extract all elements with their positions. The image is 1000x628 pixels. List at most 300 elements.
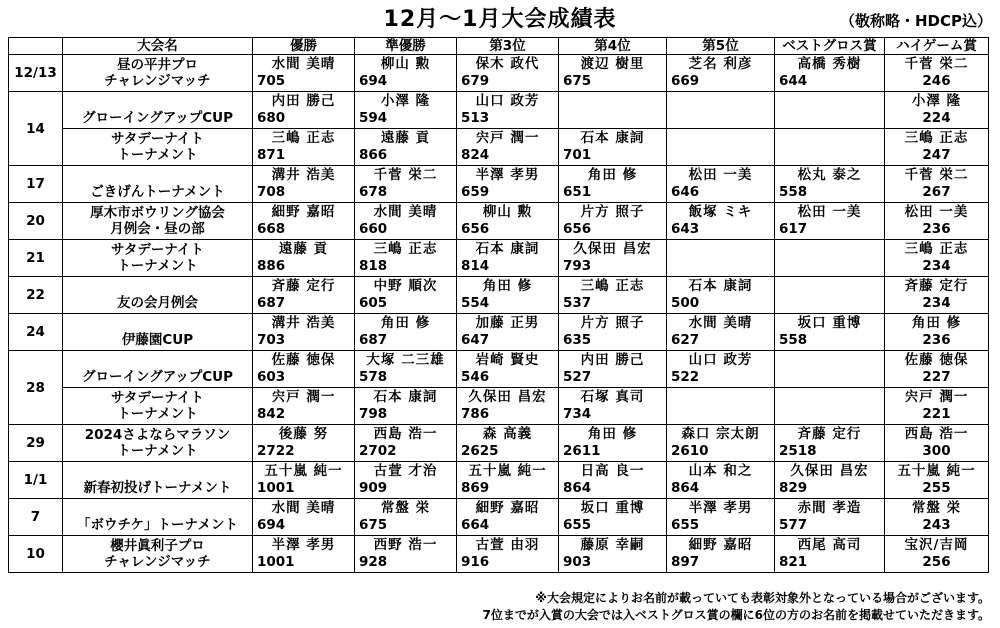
result-cell bbox=[253, 240, 355, 277]
player-name bbox=[775, 278, 884, 295]
player-name: 西島 浩一 bbox=[373, 426, 438, 442]
player-name: 千菅 栄二 bbox=[904, 56, 969, 72]
result-cell bbox=[559, 388, 667, 425]
result-cell bbox=[775, 277, 885, 314]
score: 656 bbox=[563, 221, 592, 237]
score: 734 bbox=[563, 406, 592, 422]
player-name: 中野 順次 bbox=[373, 278, 438, 294]
score: 1001 bbox=[257, 480, 295, 496]
player-name: 千菅 栄二 bbox=[373, 167, 438, 183]
result-cell bbox=[667, 425, 775, 462]
player-name bbox=[667, 389, 774, 406]
player-name: 水間 美晴 bbox=[271, 500, 336, 516]
result-cell bbox=[457, 277, 559, 314]
score: 829 bbox=[779, 480, 808, 496]
tournament-name bbox=[63, 499, 253, 536]
score: 909 bbox=[359, 480, 388, 496]
player-name: 三嶋 正志 bbox=[904, 241, 969, 257]
header-high-game: ハイゲーム賞 bbox=[885, 38, 989, 55]
score: 2722 bbox=[257, 443, 295, 459]
player-name: 細野 嘉昭 bbox=[688, 537, 753, 553]
tournament-name-line bbox=[63, 353, 252, 369]
player-name: 芝名 利彦 bbox=[688, 56, 753, 72]
player-name: 石塚 真司 bbox=[580, 389, 645, 405]
score: 708 bbox=[257, 184, 286, 200]
player-name: 細野 嘉昭 bbox=[271, 204, 336, 220]
tournament-name bbox=[63, 55, 253, 92]
score: 886 bbox=[257, 258, 286, 274]
player-name: 大塚 二三雄 bbox=[366, 352, 445, 368]
player-name: 森 高義 bbox=[482, 426, 533, 442]
header-1st: 優勝 bbox=[253, 38, 355, 55]
score bbox=[775, 110, 884, 127]
score: 694 bbox=[359, 73, 388, 89]
player-name: 柳山 勲 bbox=[482, 204, 533, 220]
player-name: 石本 康詞 bbox=[688, 278, 753, 294]
result-cell bbox=[775, 388, 885, 425]
result-cell bbox=[775, 129, 885, 166]
score: 221 bbox=[922, 406, 951, 422]
score: 558 bbox=[779, 332, 808, 348]
result-cell bbox=[667, 240, 775, 277]
result-cell bbox=[667, 55, 775, 92]
score: 647 bbox=[461, 332, 490, 348]
player-name: 久保田 昌宏 bbox=[573, 241, 652, 257]
player-name: 柳山 勲 bbox=[380, 56, 431, 72]
result-cell bbox=[885, 462, 989, 499]
score: 246 bbox=[922, 73, 951, 89]
result-cell bbox=[355, 55, 457, 92]
score: 655 bbox=[671, 517, 700, 533]
result-cell bbox=[667, 129, 775, 166]
player-name: 宝沢/吉岡 bbox=[904, 537, 969, 553]
result-cell bbox=[667, 166, 775, 203]
player-name: 半澤 孝男 bbox=[688, 500, 753, 516]
result-cell bbox=[253, 351, 355, 388]
tournament-name-line: 友の会月例会 bbox=[117, 295, 198, 311]
score bbox=[559, 110, 666, 127]
date-cell: 1/1 bbox=[9, 462, 63, 499]
score: 679 bbox=[461, 73, 490, 89]
result-cell bbox=[355, 462, 457, 499]
score: 635 bbox=[563, 332, 592, 348]
player-name: 半澤 孝男 bbox=[271, 537, 336, 553]
score bbox=[667, 258, 774, 275]
tournament-name bbox=[63, 129, 253, 166]
result-cell bbox=[457, 55, 559, 92]
table-row bbox=[9, 166, 989, 203]
score: 554 bbox=[461, 295, 490, 311]
result-cell bbox=[457, 499, 559, 536]
tournament-name-line: トーナメント bbox=[117, 258, 198, 274]
score bbox=[775, 369, 884, 386]
page-title: 12月～1月大会成績表 bbox=[383, 7, 617, 32]
score: 2611 bbox=[563, 443, 601, 459]
tournament-name-line: 新春初投げトーナメント bbox=[83, 480, 232, 496]
result-cell bbox=[355, 240, 457, 277]
tournament-name-line: 伊藤園CUP bbox=[121, 332, 194, 348]
score: 537 bbox=[563, 295, 592, 311]
tournament-name-line bbox=[63, 168, 252, 184]
score: 558 bbox=[779, 184, 808, 200]
result-cell bbox=[457, 351, 559, 388]
date-cell: 21 bbox=[9, 240, 63, 277]
table-row bbox=[9, 351, 989, 388]
result-cell bbox=[355, 314, 457, 351]
player-name: 片方 照子 bbox=[580, 315, 645, 331]
result-cell bbox=[775, 240, 885, 277]
result-cell bbox=[775, 536, 885, 573]
score: 627 bbox=[671, 332, 700, 348]
result-cell bbox=[253, 277, 355, 314]
score: 864 bbox=[671, 480, 700, 496]
player-name: 五十嵐 純一 bbox=[468, 463, 547, 479]
result-cell bbox=[667, 314, 775, 351]
score: 513 bbox=[461, 110, 490, 126]
tournament-name-line: トーナメント bbox=[117, 443, 198, 459]
score: 675 bbox=[359, 517, 388, 533]
score: 2702 bbox=[359, 443, 397, 459]
result-cell bbox=[559, 166, 667, 203]
result-cell bbox=[885, 351, 989, 388]
score: 656 bbox=[461, 221, 490, 237]
result-cell bbox=[355, 499, 457, 536]
player-name: 山口 政芳 bbox=[688, 352, 753, 368]
player-name: 西島 浩一 bbox=[904, 426, 969, 442]
result-cell bbox=[559, 277, 667, 314]
date-cell: 10 bbox=[9, 536, 63, 573]
tournament-name-line: サタデーナイト bbox=[111, 131, 204, 147]
result-cell bbox=[885, 55, 989, 92]
player-name bbox=[775, 352, 884, 369]
result-cell bbox=[355, 277, 457, 314]
player-name bbox=[667, 93, 774, 110]
player-name: 赤間 孝造 bbox=[797, 500, 862, 516]
player-name: 角田 修 bbox=[587, 426, 638, 442]
table-row bbox=[9, 425, 989, 462]
player-name: 坂口 重博 bbox=[797, 315, 862, 331]
tournament-name bbox=[63, 166, 253, 203]
table-row bbox=[9, 277, 989, 314]
result-cell bbox=[667, 462, 775, 499]
tournament-name-line: トーナメント bbox=[117, 406, 198, 422]
player-name: 角田 修 bbox=[587, 167, 638, 183]
tournament-name bbox=[63, 314, 253, 351]
score: 2610 bbox=[671, 443, 709, 459]
score: 546 bbox=[461, 369, 490, 385]
score: 694 bbox=[257, 517, 286, 533]
date-cell: 14 bbox=[9, 92, 63, 166]
result-cell bbox=[775, 499, 885, 536]
result-cell bbox=[885, 277, 989, 314]
result-cell bbox=[355, 425, 457, 462]
table-row bbox=[9, 92, 989, 129]
score: 675 bbox=[563, 73, 592, 89]
player-name bbox=[667, 130, 774, 147]
player-name: 松田 一美 bbox=[904, 204, 969, 220]
result-cell bbox=[355, 388, 457, 425]
score: 842 bbox=[257, 406, 286, 422]
score: 655 bbox=[563, 517, 592, 533]
player-name: 角田 修 bbox=[380, 315, 431, 331]
result-cell bbox=[885, 425, 989, 462]
tournament-name bbox=[63, 388, 253, 425]
date-cell: 29 bbox=[9, 425, 63, 462]
score: 236 bbox=[922, 332, 951, 348]
score bbox=[775, 147, 884, 164]
result-cell bbox=[559, 129, 667, 166]
header-4th: 第4位 bbox=[559, 38, 667, 55]
score: 646 bbox=[671, 184, 700, 200]
result-cell bbox=[667, 351, 775, 388]
header-row bbox=[9, 38, 989, 55]
result-cell bbox=[559, 462, 667, 499]
score: 522 bbox=[671, 369, 700, 385]
score: 236 bbox=[922, 221, 951, 237]
result-cell bbox=[253, 203, 355, 240]
player-name: 角田 修 bbox=[911, 315, 962, 331]
player-name: 石本 康詞 bbox=[373, 389, 438, 405]
player-name: 佐藤 徳保 bbox=[904, 352, 969, 368]
header-best-gross: ベストグロス賞 bbox=[775, 38, 885, 55]
player-name: 高橋 秀樹 bbox=[797, 56, 862, 72]
result-cell bbox=[667, 92, 775, 129]
score: 821 bbox=[779, 554, 808, 570]
player-name: 細野 嘉昭 bbox=[475, 500, 540, 516]
player-name: 宍戸 潤一 bbox=[271, 389, 336, 405]
score: 2518 bbox=[779, 443, 817, 459]
score: 703 bbox=[257, 332, 286, 348]
result-cell bbox=[775, 462, 885, 499]
result-cell bbox=[457, 314, 559, 351]
player-name: 常盤 栄 bbox=[911, 500, 962, 516]
date-cell: 7 bbox=[9, 499, 63, 536]
result-cell bbox=[667, 499, 775, 536]
score: 578 bbox=[359, 369, 388, 385]
date-cell: 28 bbox=[9, 351, 63, 425]
score: 897 bbox=[671, 554, 700, 570]
player-name: 半澤 孝男 bbox=[475, 167, 540, 183]
score: 687 bbox=[257, 295, 286, 311]
score: 224 bbox=[922, 110, 951, 126]
score: 818 bbox=[359, 258, 388, 274]
player-name: 坂口 重博 bbox=[580, 500, 645, 516]
player-name: 松田 一美 bbox=[688, 167, 753, 183]
tournament-name bbox=[63, 536, 253, 573]
player-name: 内田 勝己 bbox=[271, 93, 336, 109]
result-cell bbox=[253, 462, 355, 499]
result-cell bbox=[559, 351, 667, 388]
tournament-name-line: サタデーナイト bbox=[111, 390, 204, 406]
score: 659 bbox=[461, 184, 490, 200]
player-name: 溝井 浩美 bbox=[271, 167, 336, 183]
player-name: 水間 美晴 bbox=[688, 315, 753, 331]
player-name: 藤原 幸嗣 bbox=[580, 537, 645, 553]
table-row bbox=[9, 499, 989, 536]
footnote-2: 7位までが入賞の大会では入ベストグロス賞の欄に6位の方のお名前を掲載せていただきます。 bbox=[482, 608, 990, 622]
result-cell bbox=[253, 425, 355, 462]
score: 664 bbox=[461, 517, 490, 533]
result-cell bbox=[253, 55, 355, 92]
result-cell bbox=[355, 129, 457, 166]
result-cell bbox=[559, 536, 667, 573]
score: 227 bbox=[922, 369, 951, 385]
score bbox=[667, 110, 774, 127]
player-name: 山口 政芳 bbox=[475, 93, 540, 109]
result-cell bbox=[559, 203, 667, 240]
player-name: 古萱 由羽 bbox=[475, 537, 540, 553]
tournament-name bbox=[63, 240, 253, 277]
table-row bbox=[9, 314, 989, 351]
table-row bbox=[9, 388, 989, 425]
tournament-name-line: 厚木市ボウリング協会 bbox=[90, 205, 225, 221]
score: 644 bbox=[779, 73, 808, 89]
player-name: 小澤 隆 bbox=[380, 93, 431, 109]
result-cell bbox=[457, 462, 559, 499]
table-row bbox=[9, 129, 989, 166]
score bbox=[775, 406, 884, 423]
player-name: 古萱 才治 bbox=[373, 463, 438, 479]
tournament-name-line: 櫻井眞利子プロ bbox=[110, 538, 205, 554]
date-cell: 22 bbox=[9, 277, 63, 314]
result-cell bbox=[885, 314, 989, 351]
result-cell bbox=[253, 314, 355, 351]
result-cell bbox=[775, 166, 885, 203]
player-name: 片方 照子 bbox=[580, 204, 645, 220]
result-cell bbox=[355, 351, 457, 388]
score: 255 bbox=[922, 480, 951, 496]
player-name: 岩崎 賢史 bbox=[475, 352, 540, 368]
result-cell bbox=[355, 92, 457, 129]
table-row bbox=[9, 462, 989, 499]
player-name: 松丸 泰之 bbox=[797, 167, 862, 183]
player-name bbox=[775, 93, 884, 110]
results-table bbox=[8, 37, 989, 573]
score: 577 bbox=[779, 517, 808, 533]
player-name: 五十嵐 純一 bbox=[897, 463, 976, 479]
player-name: 松田 一美 bbox=[797, 204, 862, 220]
table-row bbox=[9, 240, 989, 277]
score: 678 bbox=[359, 184, 388, 200]
result-cell bbox=[457, 240, 559, 277]
tournament-name bbox=[63, 351, 253, 388]
result-cell bbox=[457, 536, 559, 573]
player-name: 角田 修 bbox=[482, 278, 533, 294]
player-name: 三嶋 正志 bbox=[271, 130, 336, 146]
tournament-name-line: トーナメント bbox=[117, 147, 198, 163]
result-cell bbox=[775, 92, 885, 129]
result-cell bbox=[457, 129, 559, 166]
tournament-name-line: チャレンジマッチ bbox=[104, 73, 211, 89]
score: 617 bbox=[779, 221, 808, 237]
tournament-name-line: 月例会・昼の部 bbox=[110, 221, 205, 237]
score: 651 bbox=[563, 184, 592, 200]
result-cell bbox=[667, 536, 775, 573]
result-cell bbox=[559, 499, 667, 536]
score: 866 bbox=[359, 147, 388, 163]
score: 903 bbox=[563, 554, 592, 570]
tournament-name-line bbox=[63, 94, 252, 110]
tournament-name-line: サタデーナイト bbox=[111, 242, 204, 258]
result-cell bbox=[885, 536, 989, 573]
score: 594 bbox=[359, 110, 388, 126]
result-cell bbox=[559, 92, 667, 129]
header-3rd: 第3位 bbox=[457, 38, 559, 55]
result-cell bbox=[457, 425, 559, 462]
player-name: 水間 美晴 bbox=[373, 204, 438, 220]
score: 701 bbox=[563, 147, 592, 163]
result-cell bbox=[885, 129, 989, 166]
player-name: 西尾 高司 bbox=[797, 537, 862, 553]
tournament-name bbox=[63, 203, 253, 240]
player-name bbox=[775, 389, 884, 406]
player-name bbox=[559, 93, 666, 110]
score: 1001 bbox=[257, 554, 295, 570]
player-name bbox=[775, 241, 884, 258]
player-name: 西野 浩一 bbox=[373, 537, 438, 553]
table-row bbox=[9, 55, 989, 92]
result-cell bbox=[253, 536, 355, 573]
result-cell bbox=[253, 499, 355, 536]
player-name: 溝井 浩美 bbox=[271, 315, 336, 331]
tournament-name-line: 昼の平井プロ bbox=[117, 57, 198, 73]
player-name: 三嶋 正志 bbox=[373, 241, 438, 257]
footnote-1: ※大会規定によりお名前が載っていても表彰対象外となっている場合がございます。 bbox=[535, 591, 990, 605]
result-cell bbox=[355, 203, 457, 240]
score: 500 bbox=[671, 295, 700, 311]
player-name: 石本 康詞 bbox=[475, 241, 540, 257]
score: 680 bbox=[257, 110, 286, 126]
player-name: 斉藤 定行 bbox=[904, 278, 969, 294]
player-name: 石本 康詞 bbox=[580, 130, 645, 146]
result-cell bbox=[253, 388, 355, 425]
player-name: 常盤 栄 bbox=[380, 500, 431, 516]
score: 928 bbox=[359, 554, 388, 570]
tournament-name bbox=[63, 462, 253, 499]
score bbox=[775, 295, 884, 312]
score: 267 bbox=[922, 184, 951, 200]
player-name: 遠藤 貢 bbox=[278, 241, 329, 257]
player-name: 後藤 努 bbox=[278, 426, 329, 442]
result-cell bbox=[667, 277, 775, 314]
result-cell bbox=[885, 203, 989, 240]
table-row bbox=[9, 536, 989, 573]
score: 234 bbox=[922, 295, 951, 311]
score bbox=[667, 406, 774, 423]
result-cell bbox=[775, 351, 885, 388]
score: 527 bbox=[563, 369, 592, 385]
tournament-name-line: 「ボウチケ」トーナメント bbox=[77, 517, 238, 533]
result-cell bbox=[457, 203, 559, 240]
score: 234 bbox=[922, 258, 951, 274]
result-cell bbox=[775, 55, 885, 92]
score: 660 bbox=[359, 221, 388, 237]
result-cell bbox=[559, 240, 667, 277]
result-cell bbox=[355, 536, 457, 573]
score: 687 bbox=[359, 332, 388, 348]
score: 864 bbox=[563, 480, 592, 496]
date-cell: 20 bbox=[9, 203, 63, 240]
player-name: 佐藤 徳保 bbox=[271, 352, 336, 368]
player-name: 内田 勝己 bbox=[580, 352, 645, 368]
tournament-name bbox=[63, 277, 253, 314]
score: 669 bbox=[671, 73, 700, 89]
tournament-name bbox=[63, 92, 253, 129]
player-name bbox=[775, 130, 884, 147]
score: 824 bbox=[461, 147, 490, 163]
player-name: 宍戸 潤一 bbox=[904, 389, 969, 405]
result-cell bbox=[559, 55, 667, 92]
